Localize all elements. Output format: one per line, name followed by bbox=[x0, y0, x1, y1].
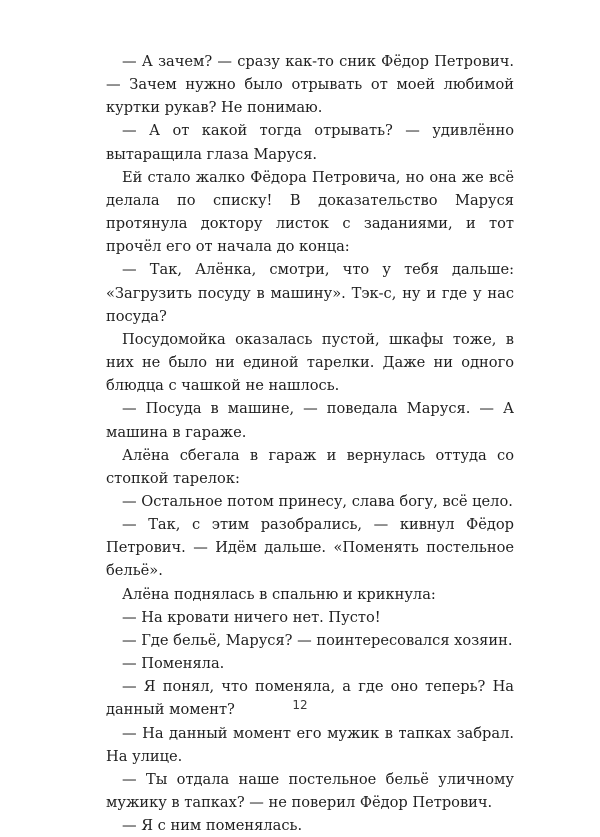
paragraph: Ей стало жалко Фёдора Петровича, но она же всё делала по списку! В доказательство Маруся протянула доктору листок с заданиями, и тот прочёл его от начала до конца: bbox=[106, 168, 514, 256]
paragraph: — Так, Алёнка, смотри, что у тебя дальше: «Загрузить посуду в машину». Тэк-с, ну и где у нас посуда? bbox=[106, 261, 514, 325]
paragraph: Посудомойка оказалась пустой, шкафы тоже, в них не было ни единой тарелки. Даже ни одного блюдца с чашкой не нашлось. bbox=[106, 330, 514, 395]
paragraph: — Я понял, что поменяла, а где оно теперь? На данный момент? bbox=[106, 678, 514, 719]
paragraph: — А от какой тогда отрывать? — удивлённо вытаращила глаза Маруся. bbox=[106, 122, 514, 163]
paragraph: — На кровати ничего нет. Пусто! bbox=[122, 608, 381, 626]
paragraph: Алёна поднялась в спальню и крикнула: bbox=[122, 585, 436, 603]
page-number: 12 bbox=[292, 698, 308, 712]
body-text bbox=[106, 50, 514, 837]
paragraph: — А зачем? — сразу как-то сник Фёдор Петрович. — Зачем нужно было отрывать от моей любимой куртки рукав? Не понимаю. bbox=[106, 53, 514, 117]
paragraph: — На данный момент его мужик в тапках забрал. На улице. bbox=[106, 724, 514, 765]
paragraph: Алёна сбегала в гараж и вернулась оттуда со стопкой тарелок: bbox=[106, 446, 514, 487]
paragraph: — Поменяла. bbox=[122, 655, 225, 673]
paragraph: — Я с ним поменялась. bbox=[122, 817, 303, 835]
paragraph: — Где бельё, Маруся? — поинтересовался хозяин. bbox=[122, 631, 513, 649]
paragraph: — Остальное потом принесу, слава богу, всё цело. bbox=[122, 492, 513, 510]
paragraph: — Так, с этим разобрались, — кивнул Фёдор Петрович. — Идём дальше. «Поменять постельное бельё». bbox=[106, 516, 514, 580]
paragraph: — Посуда в машине, — поведала Маруся. — А машина в гараже. bbox=[106, 400, 514, 441]
paragraph: — Ты отдала наше постельное бельё уличному мужику в тапках? — не поверил Фёдор Петрович. bbox=[106, 770, 514, 811]
